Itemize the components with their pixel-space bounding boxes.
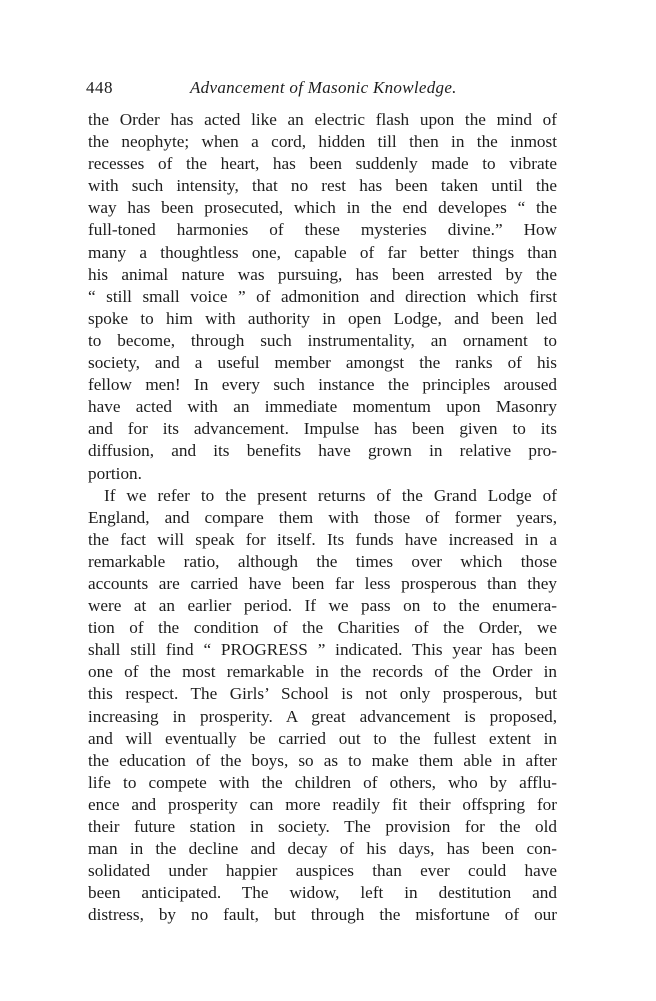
- text-line: and will eventually be carried out to the fullest extent in: [88, 728, 557, 748]
- text-line: fellow men! In every such instance the principles aroused: [88, 375, 557, 395]
- text-line: If we refer to the present returns of the Grand Lodge of: [104, 485, 557, 505]
- text-line: society, and a useful member amongst the ranks of his: [88, 353, 557, 373]
- text-line: the neophyte; when a cord, hidden till then in the inmost: [88, 132, 557, 152]
- text-line: recesses of the heart, has been suddenly made to vibrate: [88, 154, 557, 174]
- text-line: ence and prosperity can more readily fit their offspring for: [88, 794, 557, 814]
- paragraph-1: [88, 109, 557, 485]
- text-line: one of the most remarkable in the records of the Order in: [88, 662, 557, 682]
- text-line: shall still find “ PROGRESS ” indicated. This year has been: [88, 640, 557, 660]
- text-line: way has been prosecuted, which in the end developes “ the: [88, 198, 557, 218]
- text-line: diffusion, and its benefits have grown in relative pro-: [88, 441, 557, 461]
- text-line: with such intensity, that no rest has been taken until the: [88, 176, 557, 196]
- text-line: his animal nature was pursuing, has been arrested by the: [88, 264, 557, 284]
- page-header: [86, 78, 556, 102]
- text-line: the education of the boys, so as to make them able in after: [88, 750, 557, 770]
- text-line: many a thoughtless one, capable of far better things than: [88, 242, 557, 262]
- text-line: remarkable ratio, although the times over which those: [88, 551, 557, 571]
- text-line: solidated under happier auspices than ever could have: [88, 861, 557, 881]
- text-line: have acted with an immediate momentum upon Masonry: [88, 397, 557, 417]
- text-line: been anticipated. The widow, left in destitution and: [88, 883, 557, 903]
- text-line: “ still small voice ” of admonition and direction which first: [88, 286, 557, 306]
- text-line: England, and compare them with those of former years,: [88, 507, 557, 527]
- text-line: accounts are carried have been far less prosperous than they: [88, 573, 557, 593]
- page-number: 448: [86, 78, 113, 97]
- text-line: their future station in society. The provision for the old: [88, 817, 557, 836]
- paragraph-2: [88, 485, 557, 927]
- text-line: distress, by no fault, but through the misfortune of our: [88, 905, 557, 925]
- text-line: spoke to him with authority in open Lodge, and been led: [88, 308, 557, 328]
- text-line: and for its advancement. Impulse has been given to its: [88, 419, 557, 439]
- text-line: to become, through such instrumentality, an ornament to: [88, 330, 557, 350]
- text-line: increasing in prosperity. A great advancement is proposed,: [88, 706, 557, 726]
- text-line: this respect. The Girls’ School is not only prosperous, but: [88, 684, 557, 704]
- text-line: the Order has acted like an electric flash upon the mind of: [88, 110, 557, 129]
- text-line: portion.: [88, 463, 142, 483]
- text-line: man in the decline and decay of his days, has been con-: [88, 839, 557, 859]
- running-title: Advancement of Masonic Knowledge.: [190, 78, 457, 97]
- text-line: life to compete with the children of others, who by afflu-: [88, 772, 557, 792]
- text-line: the fact will speak for itself. Its funds have increased in a: [88, 529, 557, 549]
- text-line: were at an earlier period. If we pass on to the enumera-: [88, 596, 557, 616]
- text-line: full-toned harmonies of these mysteries divine.” How: [88, 220, 557, 240]
- body-text: [88, 109, 557, 926]
- text-line: tion of the condition of the Charities of the Order, we: [88, 618, 557, 638]
